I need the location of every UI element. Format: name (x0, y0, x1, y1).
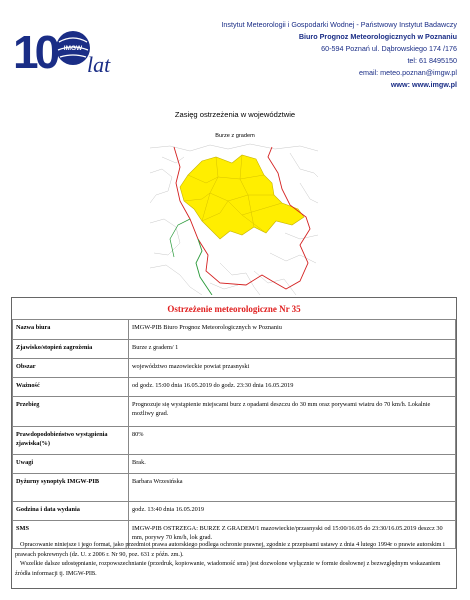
row-label: Ważność (13, 378, 129, 397)
table-row (13, 359, 456, 378)
row-label: Prawdopodobieństwo wystąpienia zjawiska(%) (13, 427, 129, 455)
office-email[interactable]: email: meteo.poznan@imgw.pl (359, 68, 457, 77)
logo-number: 10 (13, 26, 57, 78)
office-phone: tel: 61 8495150 (407, 56, 457, 65)
table-row (13, 320, 456, 340)
office-address: 60-594 Poznań ul. Dąbrowskiego 174 /176 (321, 44, 457, 53)
row-label: Godzina i data wydania (13, 502, 129, 521)
row-value: Prognozuje się wystąpienie miejscami burz z opadami deszczu do 30 mm oraz porywami wiatru do 70 km/h. Lokalnie możliwy grad. (129, 397, 456, 427)
row-label: Przebieg (13, 397, 129, 427)
warning-area-map (150, 143, 318, 295)
row-value: Brak. (129, 455, 456, 474)
row-value: Barbara Wrzesińska (129, 474, 456, 502)
table-row (13, 340, 456, 359)
map-title: Zasięg ostrzeżenia w województwie (174, 110, 296, 119)
row-value: 80% (129, 427, 456, 455)
table-row (13, 427, 456, 455)
table-row (13, 474, 456, 502)
warning-document (11, 297, 457, 589)
row-value: od godz. 15:00 dnia 16.05.2019 do godz. 23:30 dnia 16.05.2019 (129, 378, 456, 397)
row-value: IMGW-PIB OSTRZEGA: BURZE Z GRADEM/1 mazowieckie/przasnyski od 15:00/16.05 do 23:30/16.05.2019 deszcz 30 mm, porywy 70 km/h, lok grad. (129, 521, 456, 549)
row-label: SMS (13, 521, 129, 549)
warning-table (12, 319, 456, 549)
office-website[interactable]: www: www.imgw.pl (390, 80, 457, 89)
row-label: Uwagi (13, 455, 129, 474)
copyright-note (15, 540, 453, 578)
warning-title: Ostrzeżenie meteorologiczne Nr 35 (167, 304, 301, 314)
copyright-paragraph: Opracowanie niniejsze i jego format, jako przedmiot prawa autorskiego podlega ochronie prawnej, zgodnie z przepisami ustawy z dnia 4 lutego 1994r o prawie autorskim i prawach pokrewnych (dz. U. z 2006 r. Nr 90, poz. 631 z późn. zm.). (15, 541, 445, 558)
imgw-anniversary-logo (13, 20, 123, 82)
row-label: Obszar (13, 359, 129, 378)
redistribution-paragraph: Wszelkie dalsze udostępnianie, rozpowszechnianie (przedruk, kopiowanie, wiadomość sms) jest dozwolone wyłącznie w formie dosłownej z bezwzględnym wskazaniem źródła informacji tj. IMGW-PIB. (15, 560, 441, 577)
logo-script: lat (87, 52, 111, 77)
institute-header (221, 19, 457, 91)
institute-name: Instytut Meteorologii i Gospodarki Wodnej - Państwowy Instytut Badawczy (221, 20, 457, 29)
map-subtitle: Burze z gradem (215, 133, 255, 139)
row-value: godz. 13:40 dnia 16.05.2019 (129, 502, 456, 521)
office-name: Biuro Prognoz Meteorologicznych w Poznaniu (298, 32, 457, 41)
row-value: województwo mazowieckie powiat przasnyski (129, 359, 456, 378)
row-value: Burze z gradem/ 1 (129, 340, 456, 359)
row-label: Zjawisko/stopień zagrożenia (13, 340, 129, 359)
voivodeship-border-green (196, 239, 212, 295)
table-row (13, 502, 456, 521)
row-label: Nazwa biura (13, 320, 129, 340)
table-row (13, 378, 456, 397)
table-row (13, 455, 456, 474)
table-row (13, 397, 456, 427)
row-value: IMGW-PIB Biuro Prognoz Meteorologicznych w Poznaniu (129, 320, 456, 340)
row-label: Dyżurny synoptyk IMGW-PIB (13, 474, 129, 502)
logo-mark: IMGW (63, 45, 83, 52)
